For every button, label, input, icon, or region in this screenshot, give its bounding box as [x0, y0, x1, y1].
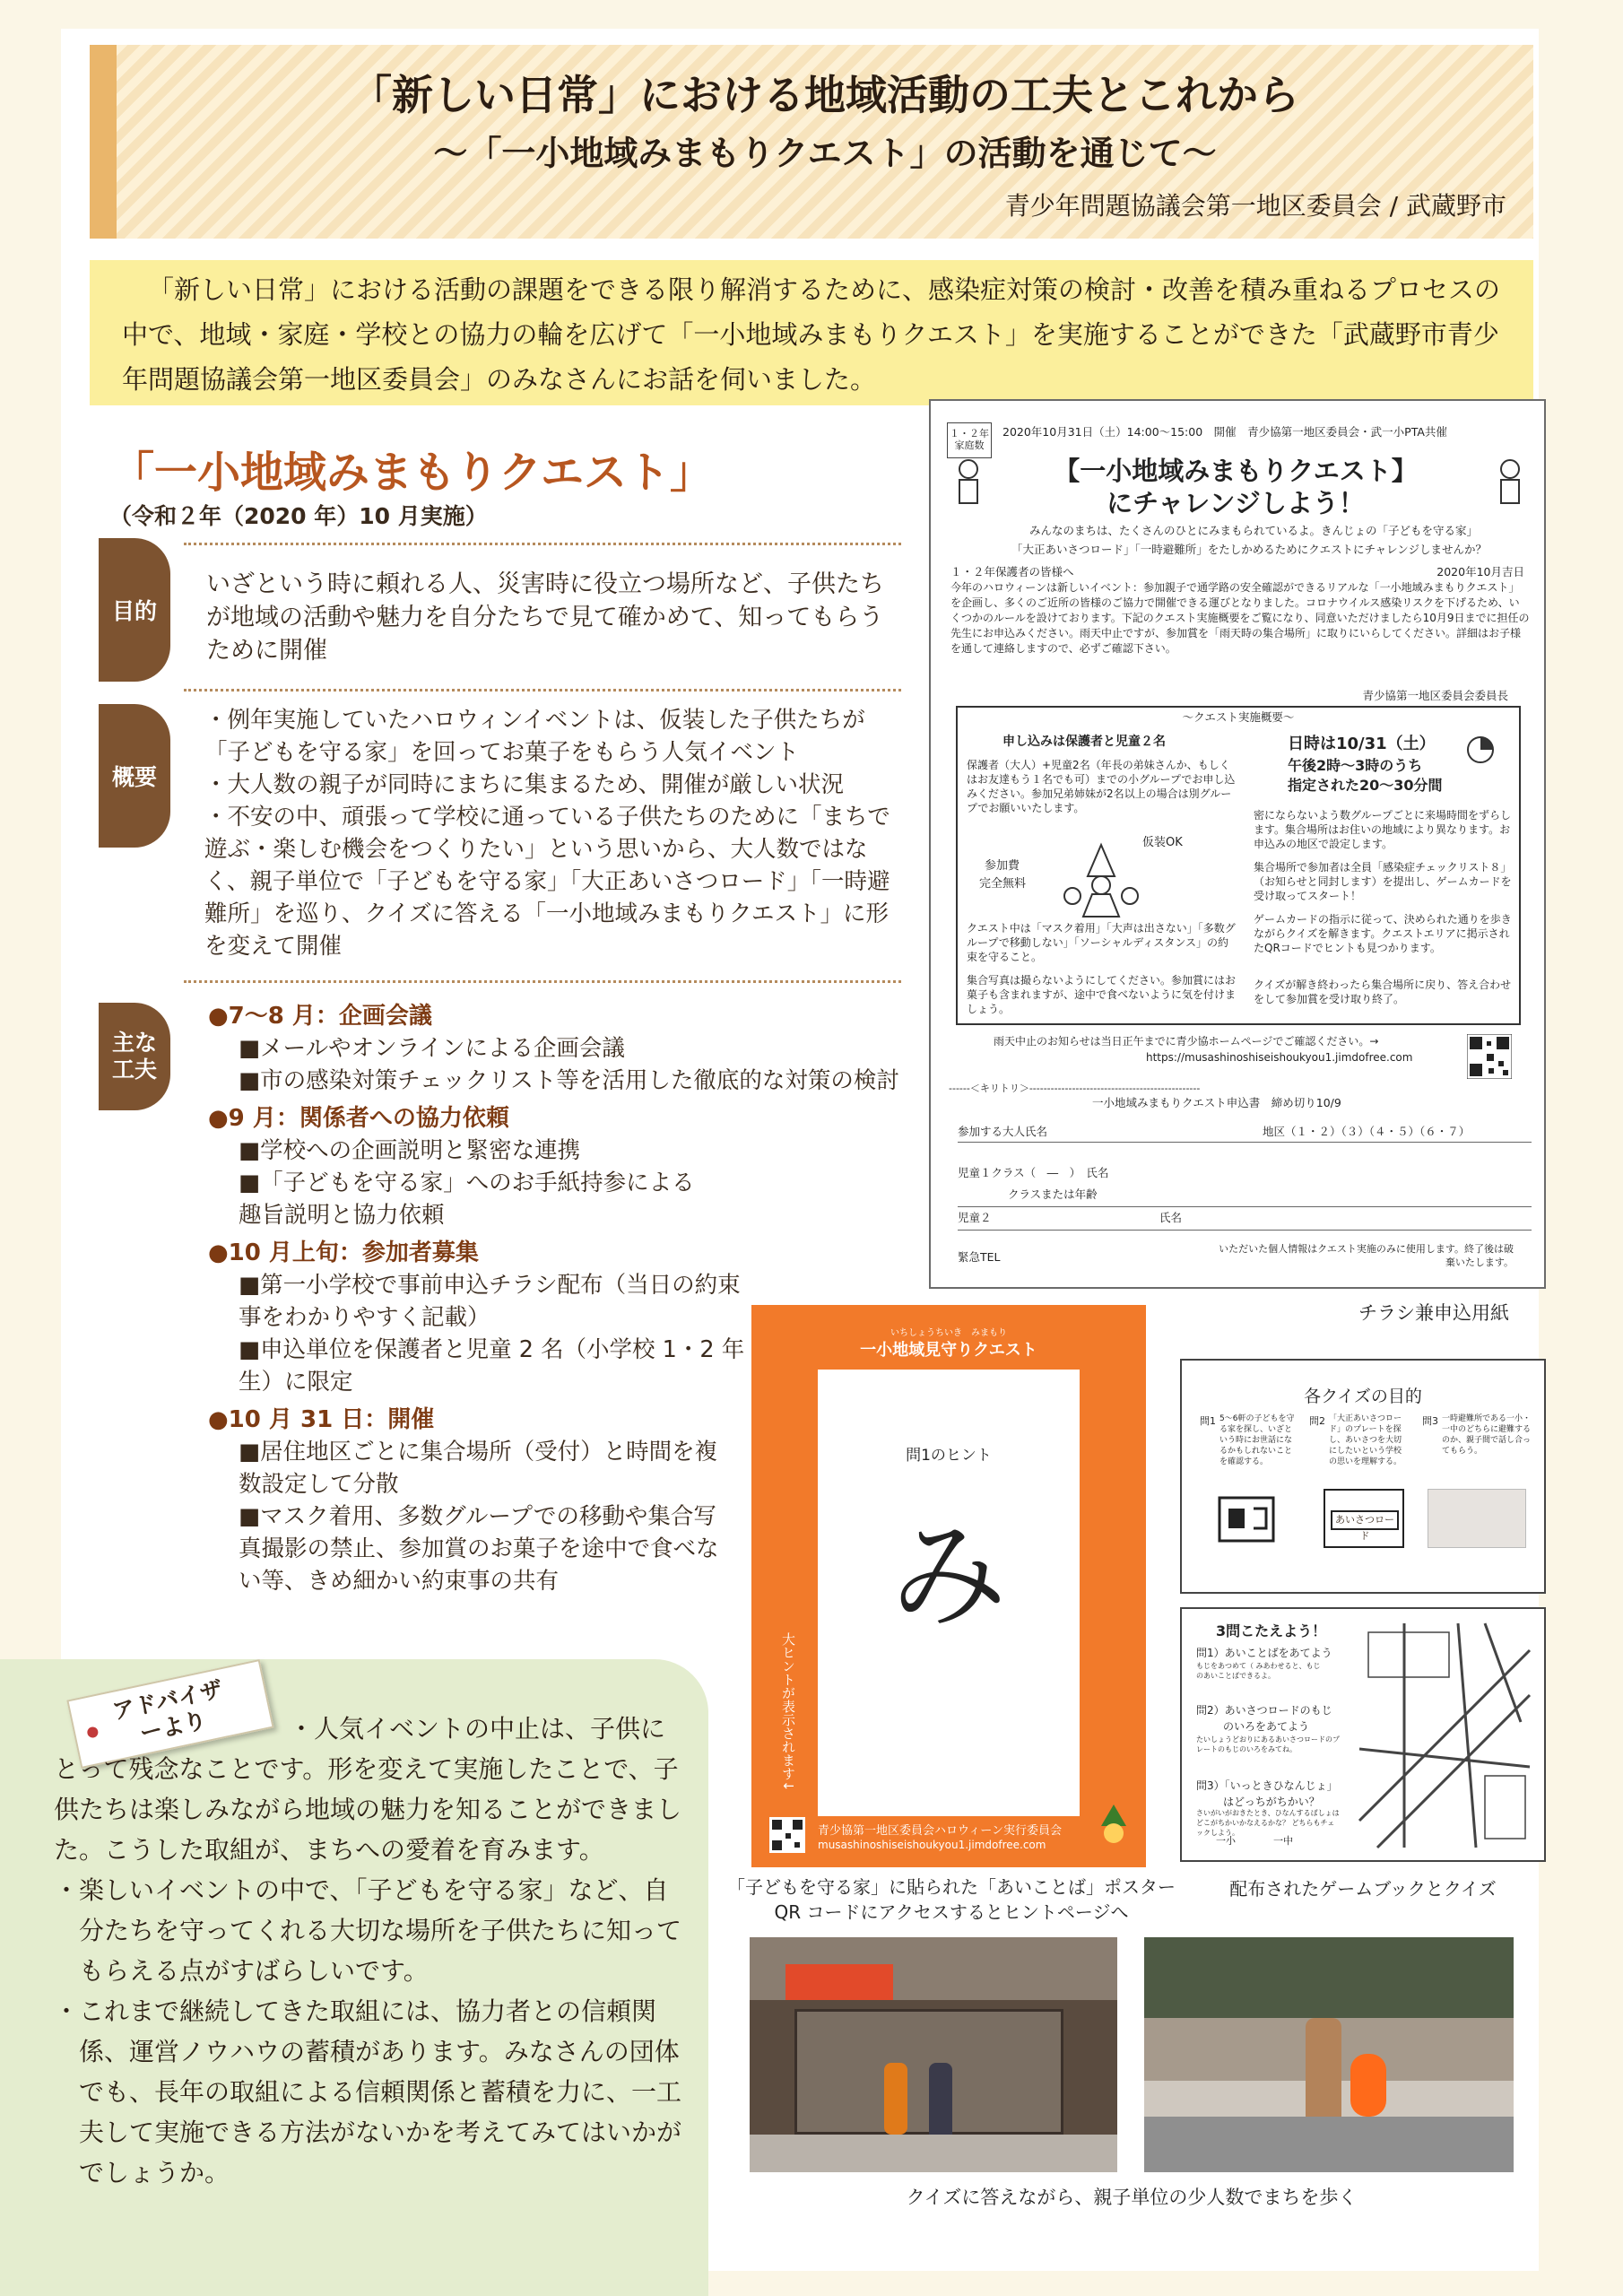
house-sign-icon	[1211, 1489, 1288, 1552]
poster-caption-2: QR コードにアクセスするとヒントページへ	[774, 1901, 1129, 1923]
qr-code-icon	[1467, 1034, 1512, 1079]
measure-item: ■メールやオンラインによる企画会議	[239, 1035, 625, 1062]
form-child-2: 児童２ 氏名	[958, 1211, 1183, 1224]
form-tel: 緊急TEL	[958, 1250, 1001, 1264]
gb-q2b: のいろをあてよう	[1223, 1720, 1310, 1733]
header-accent-bar	[90, 45, 117, 239]
apply-detail: 保護者（大人）+児童2名（年長の弟妹さんか、もしくはお友達もう１名でも可）までの小グループでお申し込みください。参加兄弟姉妹が2名以上の場合は別グループでお願いいたします。	[967, 759, 1236, 814]
flyer-tag: １・２年 家庭数	[947, 422, 992, 458]
form-district: 地区（１・２）（３）（４・５）（６・７）	[1263, 1125, 1471, 1138]
flyer-lead-2: 「大正あいさつロード」「一時避難所」をたしかめるためにクエストにチャレンジしませんか？	[1011, 543, 1487, 556]
measure-head: ●9 月：関係者への協力依頼	[208, 1105, 509, 1132]
fee: 参加費	[985, 859, 1020, 873]
q2-label: 問2	[1309, 1415, 1325, 1427]
quest-title: 「一小地域みまもりクエスト」	[111, 448, 714, 498]
gamebook-caption: 配布されたゲームブックとクイズ	[1229, 1878, 1497, 1900]
flyer-issued: 2020年10月吉日	[1436, 565, 1524, 578]
form-title: 一小地域みまもりクエスト申込書 締め切り10/9	[1092, 1096, 1341, 1109]
form-adult: 参加する大人氏名	[958, 1125, 1048, 1138]
gb-opt-1: 一小	[1216, 1835, 1236, 1847]
quiz-purpose-title: 各クイズの目的	[1304, 1387, 1422, 1406]
divider	[184, 689, 901, 691]
form-line	[958, 1206, 1532, 1207]
overview-title: ～クエスト実施概要～	[1182, 710, 1295, 724]
q1-text: 5～6軒の子どもを守る家を探し、いざという時にお世話になるかもしれないことを確認する。	[1219, 1414, 1295, 1466]
summary-item: ・不安の中、頑張って学校に通っている子供たちのために「まちで遊ぶ・楽しむ機会をつくりたい」という思いから、大人数ではなく、親子単位で「子どもを守る家」「大正あいさつロード」「一時避難所」を巡り、クイズに答える「一小地域みまもりクエスト」に形を変えて開催	[204, 804, 890, 960]
measures-tab: 主な 工夫	[99, 1003, 170, 1110]
photo-street	[1144, 1937, 1514, 2172]
trees	[1144, 1937, 1514, 2018]
measure-item: ■市の感染対策チェックリスト等を活用した徹底的な対策の検討	[239, 1067, 899, 1094]
rule-1: 密にならないよう数グループごとに来場時間をずらします。集合場所はお住いの地域により異なります。お申込みの地区で設定します。	[1254, 809, 1512, 850]
divider	[184, 980, 901, 983]
q3-text: 一時避難所である一小・一中のどちらに避難するのか、親子間で話し合ってもらう。	[1442, 1414, 1532, 1456]
rule-2: 集合場所で参加者は全員「感染症チェックリスト８」（お知らせと同封します）を提出し、ゲームカードを受け取ってスタート！	[1254, 861, 1512, 902]
fee-2: 完全無料	[979, 877, 1027, 891]
advisor-tag-label: アドバイザーより	[109, 1675, 225, 1747]
kid-icon	[1490, 457, 1530, 510]
form-line	[958, 1142, 1532, 1143]
gb-q1-sub: もじをあつめて（ みあわせると、もじのあいことばできるよ。	[1196, 1662, 1321, 1680]
measure-head: ●10 月上旬：参加者募集	[208, 1239, 479, 1266]
measure-group	[208, 1000, 916, 1097]
rule-3: ゲームカードの指示に従って、決められた通りを歩きながらクイズを解きます。クエストエリアに掲示されたQRコードでヒントも見つかります。	[1254, 913, 1512, 954]
poster-side-text: 大ヒントが表示されます↓	[780, 1632, 796, 1792]
flyer	[929, 399, 1546, 1289]
measure-item: ■第一小学校で事前申込チラシ配布（当日の約束事をわかりやすく記載）	[239, 1272, 741, 1331]
clock-icon	[1465, 735, 1496, 765]
witch-icon	[1094, 1803, 1133, 1848]
summary-list	[204, 704, 904, 962]
shop-sign	[785, 1964, 893, 2000]
when-2: 午後2時～3時のうち	[1288, 757, 1423, 774]
rain-notice: 雨天中止のお知らせは当日正午までに青少協ホームページでご確認ください。→	[994, 1035, 1379, 1048]
child-figure	[884, 2063, 907, 2135]
rule-5: クエスト中は「マスク着用」「大声は出さない」「多数グループで移動しない」「ソーシャルディスタンス」の約束を守ること。	[967, 922, 1236, 963]
street-map-icon	[1350, 1614, 1539, 1857]
gb-q3b: はどっちがちかい？	[1223, 1796, 1320, 1808]
purpose-tab: 目的	[99, 538, 170, 682]
intro-text: 「新しい日常」における活動の課題をできる限り解消するために、感染症対策の検討・改善を積み重ねるプロセスの中で、地域・家庭・学校との協力の輪を広げて「一小地域みまもりクエスト」を実施することができた「武蔵野市青少年問題協議会第一地区委員会」のみなさんにお話を伺いました。	[90, 260, 1533, 405]
form-child-age: クラスまたは年齢	[1008, 1187, 1098, 1201]
gamebook-title: 3問こたえよう！	[1216, 1622, 1327, 1639]
road	[1144, 2117, 1514, 2172]
page-subtitle: ～「一小地域みまもりクエスト」の活動を通じて～	[433, 134, 1217, 173]
page-title: 「新しい日常」における地域活動の工夫とこれから	[351, 71, 1299, 119]
organization: 青少年問題協議会第一地区委員会 / 武蔵野市	[1004, 191, 1506, 221]
poster-title: 一小地域見守りクエスト	[860, 1341, 1037, 1360]
summary-tab: 概要	[99, 704, 170, 848]
measure-group	[208, 1102, 916, 1231]
form-line	[958, 1230, 1532, 1231]
flyer-body: 今年のハロウィーンは新しいイベント：参加親子で通学路の安全確認ができるリアルな「一小地域みまもりクエスト」を企画し、多くのご近所の皆様のご協力で開催できる運びとなりました。コロナウイルス感染リスクを下げるため、いくつかのルールを設けております。下記のクエスト実施概要をご覧になり、同意いただけましたら10月9日までに担任の先生にお申込みください。雨天中止ですが、参加賞を「雨天時の集合場所」に取りにいらしてください。詳細はお子様を通して連絡しますので、必ずご確認下さい。	[950, 581, 1530, 655]
halloween-kids-icon	[1056, 840, 1146, 921]
gb-q2-sub: たいしょうどおりにあるあいさつロードのプレートのもじのいろをみてね。	[1196, 1735, 1340, 1753]
greeting-sign-label: あいさつロード	[1331, 1510, 1399, 1530]
privacy-note: いただいた個人情報はクエスト実施のみに使用します。終了後は破棄いたします。	[1219, 1243, 1514, 1268]
measure-item: ■申込単位を保護者と児童 2 名（小学校 1・2 年生）に限定	[239, 1336, 745, 1396]
when-1: 日時は10/31（土）	[1288, 735, 1436, 753]
q1-label: 問1	[1200, 1415, 1216, 1427]
pumpkin-child-figure	[1350, 2054, 1386, 2117]
measure-head: ●10 月 31 日：開催	[208, 1406, 435, 1433]
q2-text: 「大正あいさつロード」のプレートを探し、あいさつを大切にしたいという学校の思いを理解する。	[1329, 1414, 1402, 1466]
measure-item: ■マスク着用、多数グループでの移動や集合写真撮影の禁止、参加賞のお菓子を途中で食べない等、きめ細かい約束事の共有	[239, 1503, 719, 1595]
flyer-url: https://musashinoshiseishoukyou1.jimdofree.com	[1146, 1051, 1413, 1064]
poster-ruby: いちしょうちいき みまもり	[890, 1328, 1007, 1338]
adult-figure	[1306, 2018, 1341, 2126]
rule-6: 集合写真は撮らないようにしてください。参加賞にはお菓子も含まれますが、途中で食べないように気を付けましょう。	[967, 974, 1237, 1015]
gb-q2: 問2）あいさつロードのもじ	[1196, 1704, 1332, 1717]
q3-label: 問3	[1422, 1415, 1438, 1427]
photos-caption: クイズに答えながら、親子単位の少人数でまちを歩く	[906, 2187, 1358, 2208]
cut-line: ------＜キリトリ＞------------------------------------------------	[949, 1083, 1201, 1094]
advisor-point: ・人気イベントの中止は、子供にとって残念なことです。形を変えて実施したことで、子供たちは楽しみながら地域の魅力を知ることができました。こうした取組が、まちへの愛着を育みます。	[54, 1714, 682, 1865]
poster-char: み	[890, 1508, 1007, 1644]
gb-q3-sub: さいがいがおきたとき、ひなんするばしょはどこがちかいかなえるかな？ どちらもチェックしよう。	[1196, 1809, 1340, 1837]
apply-heading: 申し込みは保護者と児童２名	[1002, 735, 1166, 749]
kid-icon	[949, 457, 988, 510]
poster-caption-1: 「子どもを守る家」に貼られた「あいことば」ポスター	[727, 1876, 1176, 1898]
adult-figure	[929, 2063, 952, 2144]
quest-date: （令和２年（2020 年）10 月実施）	[109, 503, 488, 529]
flyer-lead-1: みんなのまちは、たくさんのひとにみまもられているよ。きんじょの「子どもを守る家」	[1028, 524, 1478, 537]
summary-item: ・例年実施していたハロウィンイベントは、仮装した子供たちが「子どもを守る家」を回ってお菓子をもらう人気イベント	[204, 707, 865, 766]
qr-code-icon	[769, 1817, 805, 1853]
flyer-title-2: にチャレンジしよう！	[1107, 488, 1365, 518]
measure-item: ■学校への企画説明と緊密な連携	[239, 1137, 581, 1164]
purpose-text: いざという時に頼れる人、災害時に役立つ場所など、子供たちが地域の活動や魅力を自分たちで見て確かめて、知ってもらうために開催	[206, 570, 884, 665]
flyer-to: １・２年保護者の皆様へ	[950, 565, 1074, 578]
advisor-points	[54, 1709, 686, 2193]
sidewalk	[750, 2135, 1117, 2172]
measure-item: ■居住地区ごとに集合場所（受付）と時間を複数設定して分散	[239, 1439, 718, 1498]
measure-head: ●7～8 月：企画会議	[208, 1003, 432, 1030]
flyer-title-1: 【一小地域みまもりクエスト】	[1054, 456, 1418, 486]
map-thumbnail	[1428, 1489, 1526, 1548]
gb-opt-2: 一中	[1273, 1835, 1293, 1847]
greeting-sign	[1324, 1489, 1404, 1548]
poster-url: musashinoshiseishoukyou1.jimdofree.com	[818, 1839, 1046, 1851]
summary-item: ・大人数の親子が同時にまちに集まるため、開催が厳しい状況	[204, 771, 844, 798]
photo-storefront	[750, 1937, 1117, 2172]
advisor-point: ・これまで継続してきた取組には、協力者との信頼関係、運営ノウハウの蓄積があります。みなさんの団体でも、長年の取組による信頼関係と蓄積を力に、一工夫して実施できる方法がないかを考えてみてはいかがでしょうか。	[54, 1996, 682, 2187]
rule-4: クイズが解き終わったら集合場所に戻り、答え合わせをして参加賞を受け取り終了。	[1254, 978, 1512, 1005]
poster-footer: 青少協第一地区委員会ハロウィーン実行委員会	[818, 1824, 1062, 1838]
costume: 仮装OK	[1142, 836, 1183, 849]
flyer-date: 2020年10月31日（土）14:00～15:00 開催 青少協第一地区委員会・武一小PTA共催	[1002, 425, 1447, 439]
gb-q3: 問3）「いっときひなんじょ」	[1196, 1779, 1338, 1792]
measure-item: ■「子どもを守る家」へのお手紙持参による趣旨説明と協力依頼	[239, 1170, 695, 1229]
flyer-sign: 青少協第一地区委員会委員長	[1362, 689, 1508, 702]
advisor-point: ・楽しいイベントの中で、「子どもを守る家」など、自分たちを守ってくれる大切な場所を子供たちに知ってもらえる点がすばらしいです。	[54, 1875, 682, 1986]
flyer-caption: チラシ兼申込用紙	[1358, 1302, 1509, 1324]
divider	[184, 543, 901, 545]
form-child-1: 児童１クラス（ ― ） 氏名	[958, 1166, 1109, 1179]
poster-hint: 問1のヒント	[906, 1447, 992, 1465]
gb-q1: 問1）あいことばをあてよう	[1196, 1647, 1332, 1659]
when-3: 指定された20～30分間	[1288, 777, 1443, 794]
